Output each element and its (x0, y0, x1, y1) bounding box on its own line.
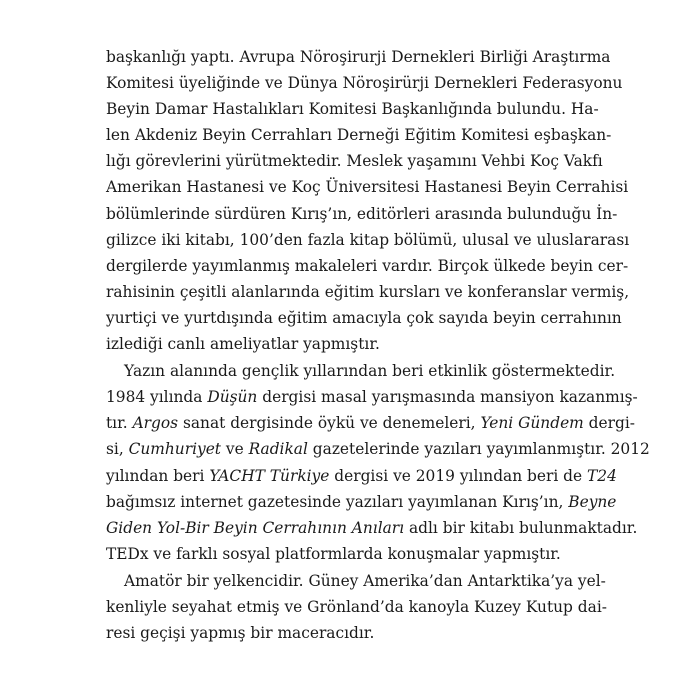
text-line (106, 305, 622, 331)
text-segment: sanat dergisinde öykü ve denemeleri, (178, 414, 481, 433)
paragraph-2 (106, 358, 650, 567)
text-line (106, 331, 598, 357)
paragraph-1 (106, 44, 630, 357)
text-line (106, 253, 629, 279)
italic-title: Düşün (207, 388, 258, 407)
italic-title: Yeni Gündem (480, 414, 584, 433)
text-segment: dergisi ve 2019 yılından beri de (329, 466, 588, 485)
text-line (106, 515, 638, 541)
text-segment: tır. (106, 414, 133, 433)
text-segment: Amerikan Hastanesi ve Koç Üniversitesi Hastanesi Beyin Cerrahisi (106, 178, 629, 197)
text-segment: gazetelerinde yazıları yayımlanmıştır. 2012 (307, 440, 650, 459)
italic-title: Beyne (568, 492, 617, 511)
text-segment: dergi- (583, 414, 635, 433)
italic-title: T24 (587, 466, 617, 485)
text-segment: yılından beri (106, 466, 210, 485)
text-line (106, 384, 638, 410)
text-segment: Komitesi üyeliğinde ve Dünya Nöroşirürji Dernekleri Federasyonu (106, 74, 623, 93)
text-segment: si, (106, 440, 129, 459)
italic-title: YACHT Türkiye (209, 466, 330, 485)
text-line (106, 227, 630, 253)
text-line (106, 96, 598, 122)
text-line (106, 358, 616, 384)
text-segment: adlı bir kitabı bulunmaktadır. (404, 518, 638, 537)
text-line (106, 463, 617, 489)
text-segment: izlediği canlı ameliyatlar yapmıştır. (106, 335, 380, 354)
text-segment: bölümlerinde sürdüren Kırış’ın, editörleri arasında bulunduğu İn- (106, 204, 618, 223)
text-segment: Beyin Damar Hastalıkları Komitesi Başkanlığında bulundu. Ha- (106, 100, 599, 119)
text-segment: gilizce iki kitabı, 100’den fazla kitap bölümü, ulusal ve uluslararası (106, 230, 630, 249)
text-segment: resi geçişi yapmış bir maceracıdır. (106, 624, 375, 643)
text-segment: TEDx ve farklı sosyal platformlarda konuşmalar yapmıştır. (106, 544, 561, 563)
text-segment: lığı görevlerini yürütmektedir. Meslek yaşamını Vehbi Koç Vakfı (106, 152, 603, 171)
text-segment: Yazın alanında gençlik yıllarından beri etkinlik göstermektedir. (124, 362, 616, 381)
text-line (106, 620, 598, 646)
italic-title: Argos (132, 414, 179, 433)
text-line (106, 201, 618, 227)
text-segment: dergisi masal yarışmasında mansiyon kazanmış- (257, 388, 638, 407)
text-segment: rahisinin çeşitli alanlarında eğitim kursları ve konferanslar vermiş, (106, 282, 630, 301)
text-line (106, 279, 630, 305)
text-line (106, 44, 611, 70)
text-segment: yurtiçi ve yurtdışında eğitim amacıyla çok sayıda beyin cerrahının (106, 308, 622, 327)
italic-title: Giden Yol-Bir Beyin Cerrahının Anıları (106, 518, 405, 537)
italic-title: Cumhuriyet (128, 440, 221, 459)
text-line (106, 568, 606, 594)
text-segment: kenliyle seyahat etmiş ve Grönland’da kanoyla Kuzey Kutup dai- (106, 597, 607, 616)
text-line (106, 70, 623, 96)
text-segment: 1984 yılında (106, 388, 208, 407)
text-segment: Amatör bir yelkencidir. Güney Amerika’dan Antarktika’ya yel- (124, 571, 606, 590)
paragraph-3 (106, 568, 607, 646)
text-line (106, 594, 607, 620)
text-line (106, 174, 629, 200)
text-segment: bağımsız internet gazetesinde yazıları yayımlanan Kırış’ın, (106, 492, 569, 511)
text-line (106, 122, 612, 148)
text-line (106, 148, 603, 174)
text-line (106, 541, 598, 567)
text-line (106, 436, 650, 462)
text-line (106, 410, 635, 436)
text-segment: len Akdeniz Beyin Cerrahları Derneği Eğitim Komitesi eşbaşkan- (106, 126, 612, 145)
text-line (106, 489, 617, 515)
text-segment: başkanlığı yaptı. Avrupa Nöroşirurji Dernekleri Birliği Araştırma (106, 48, 611, 66)
text-segment: dergilerde yayımlanmış makaleleri vardır. Birçok ülkede beyin cer- (106, 256, 629, 275)
book-page-text (106, 44, 650, 646)
italic-title: Radikal (248, 440, 308, 459)
text-segment: ve (220, 440, 249, 459)
